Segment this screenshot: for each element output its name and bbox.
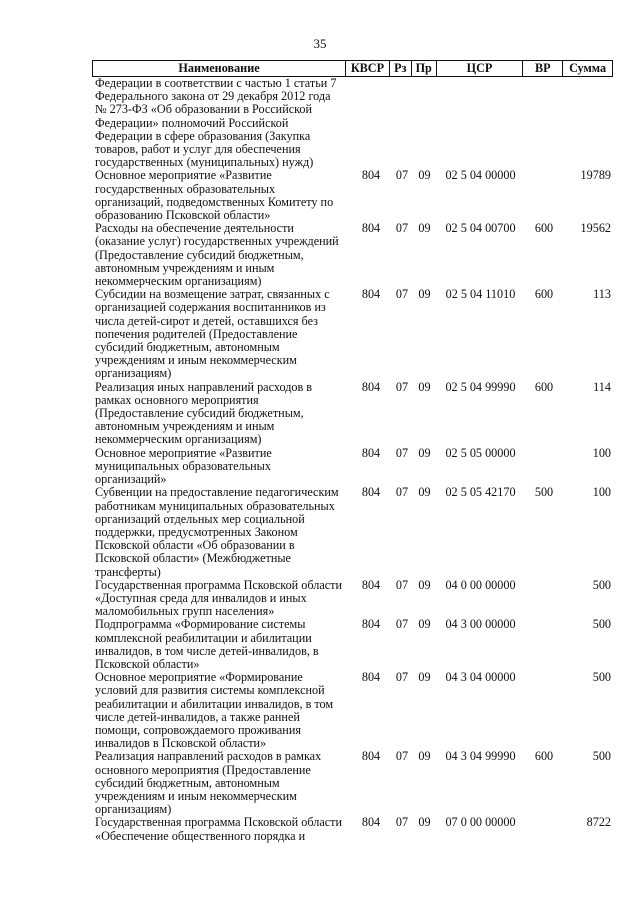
row-rz: 07 (395, 815, 409, 830)
header-vr: ВР (523, 61, 563, 76)
row-csr: 04 3 00 00000 (445, 617, 516, 632)
table-row (92, 288, 613, 380)
row-csr: 02 5 04 00700 (445, 221, 516, 236)
row-csr: 02 5 05 00000 (445, 445, 516, 460)
row-csr: 07 0 00 00000 (445, 815, 516, 830)
row-sum: 100 (592, 445, 611, 460)
row-rz: 07 (395, 577, 409, 592)
row-sum: 19789 (580, 168, 611, 183)
row-sum: 19562 (580, 221, 611, 236)
row-csr: 04 0 00 00000 (445, 577, 516, 592)
row-name: Государственная программа Псковской области «Обеспечение общественного порядка и (95, 815, 342, 843)
header-rz: Рз (390, 61, 412, 76)
table-row (92, 618, 613, 671)
row-csr: 02 5 04 11010 (445, 287, 516, 302)
row-kvsr: 804 (361, 670, 381, 685)
row-csr: 02 5 04 99990 (445, 379, 516, 394)
row-kvsr: 804 (361, 577, 381, 592)
row-kvsr: 804 (361, 749, 381, 764)
row-pr: 09 (418, 379, 431, 394)
row-rz: 07 (395, 670, 409, 685)
row-name: Подпрограмма «Формирование системы комплексной реабилитации и абилитации инвалидов, в том числе детей-инвалидов, в Псковской области» (95, 617, 319, 671)
row-csr: 04 3 04 00000 (445, 670, 516, 685)
row-kvsr: 804 (361, 617, 381, 632)
row-pr: 09 (418, 749, 431, 764)
row-name: Расходы на обеспечение деятельности (оказание услуг) государственных учреждений (Предоставление субсидий бюджетным, автономным учреждениям и иным некоммерческим организациям) (95, 221, 339, 289)
row-rz: 07 (395, 287, 409, 302)
row-kvsr: 804 (361, 379, 381, 394)
row-name: Субсидии на возмещение затрат, связанных с организацией содержания воспитанников из числа детей-сирот и детей, оставшихся без попечения родителей (Предоставление субсидий бюджетным, автономным учреждениям и иным некоммерческим организациям) (95, 287, 330, 381)
row-pr: 09 (418, 577, 431, 592)
header-sum: Сумма (569, 61, 607, 75)
row-pr: 09 (418, 445, 431, 460)
row-name: Реализация направлений расходов в рамках основного мероприятия (Предоставление субсидий бюджетным, автономным учреждениям и иным некоммерческим организациям) (95, 749, 322, 817)
row-kvsr: 804 (361, 221, 381, 236)
row-name: Основное мероприятие «Развитие муниципальных образовательных организаций» (95, 445, 272, 487)
header-csr: ЦСР (437, 61, 524, 76)
table-row (92, 447, 613, 487)
header-kvsr: КВСР (346, 61, 390, 76)
row-sum: 114 (593, 379, 611, 394)
page-number: 35 (313, 36, 327, 51)
row-kvsr: 804 (361, 287, 381, 302)
table-row (92, 222, 613, 288)
table-row (92, 381, 613, 447)
row-rz: 07 (395, 617, 409, 632)
row-pr: 09 (418, 815, 431, 830)
row-sum: 500 (592, 749, 611, 764)
table-row (92, 579, 613, 619)
row-csr: 04 3 04 99990 (445, 749, 516, 764)
table-row (92, 750, 613, 816)
row-sum: 8722 (586, 815, 611, 830)
row-kvsr: 804 (361, 485, 381, 500)
row-kvsr: 804 (361, 445, 381, 460)
row-sum: 500 (592, 617, 611, 632)
table-row (92, 816, 613, 842)
row-sum: 500 (592, 670, 611, 685)
row-vr: 600 (534, 379, 554, 394)
row-rz: 07 (395, 168, 409, 183)
row-rz: 07 (395, 749, 409, 764)
row-name: Основное мероприятие «Развитие государственных образовательных организаций, подведомственных Комитету по образованию Псковской области» (95, 168, 334, 223)
row-pr: 09 (418, 168, 431, 183)
row-sum: 100 (592, 485, 611, 500)
row-pr: 09 (418, 670, 431, 685)
row-name: Субвенции на предоставление педагогическим работникам муниципальных образовательных организаций отдельных мер социальной поддержки, предусмотренных Законом Псковской области «Об образовании в Псковской области» (Межбюджетные трансферты) (95, 485, 339, 579)
row-pr: 09 (418, 287, 431, 302)
header-name: Наименование (93, 61, 346, 76)
row-kvsr: 804 (361, 815, 381, 830)
row-kvsr: 804 (361, 168, 381, 183)
row-vr: 600 (534, 221, 554, 236)
row-vr: 600 (534, 287, 554, 302)
row-csr: 02 5 05 42170 (445, 485, 516, 500)
budget-table (92, 60, 613, 843)
table-row (92, 169, 613, 222)
row-sum: 113 (593, 287, 611, 302)
table-row (92, 486, 613, 578)
row-vr: 500 (534, 485, 554, 500)
row-rz: 07 (395, 445, 409, 460)
row-csr: 02 5 04 00000 (445, 168, 516, 183)
header-pr: Пр (412, 61, 437, 76)
table-row (92, 671, 613, 750)
row-rz: 07 (395, 379, 409, 394)
row-name: Государственная программа Псковской области «Доступная среда для инвалидов и иных маломобильных групп населения» (95, 577, 342, 619)
row-name: Федерации в соответствии с частью 1 статьи 7 Федерального закона от 29 декабря 2012 года № 273-ФЗ «Об образовании в Российской Федерации» полномочий Российской Федерации в сфере образования (Закупка товаров, работ и услуг для обеспечения государственных (муниципальных) нужд) (95, 76, 337, 170)
row-vr: 600 (534, 749, 554, 764)
row-name: Реализация иных направлений расходов в рамках основного мероприятия (Предоставление субсидий бюджетным, автономным учреждениям и иным некоммерческим организациям) (95, 379, 313, 447)
row-sum: 500 (592, 577, 611, 592)
row-name: Основное мероприятие «Формирование условий для развития системы комплексной реабилитации и абилитации инвалидов, в том числе детей-инвалидов, а также ранней помощи, сопровождаемого проживания инвалидов в Псковской области» (95, 670, 334, 751)
row-rz: 07 (395, 221, 409, 236)
row-pr: 09 (418, 617, 431, 632)
table-header (92, 60, 613, 77)
table-row (92, 77, 613, 169)
row-pr: 09 (418, 485, 431, 500)
row-rz: 07 (395, 485, 409, 500)
row-pr: 09 (418, 221, 431, 236)
